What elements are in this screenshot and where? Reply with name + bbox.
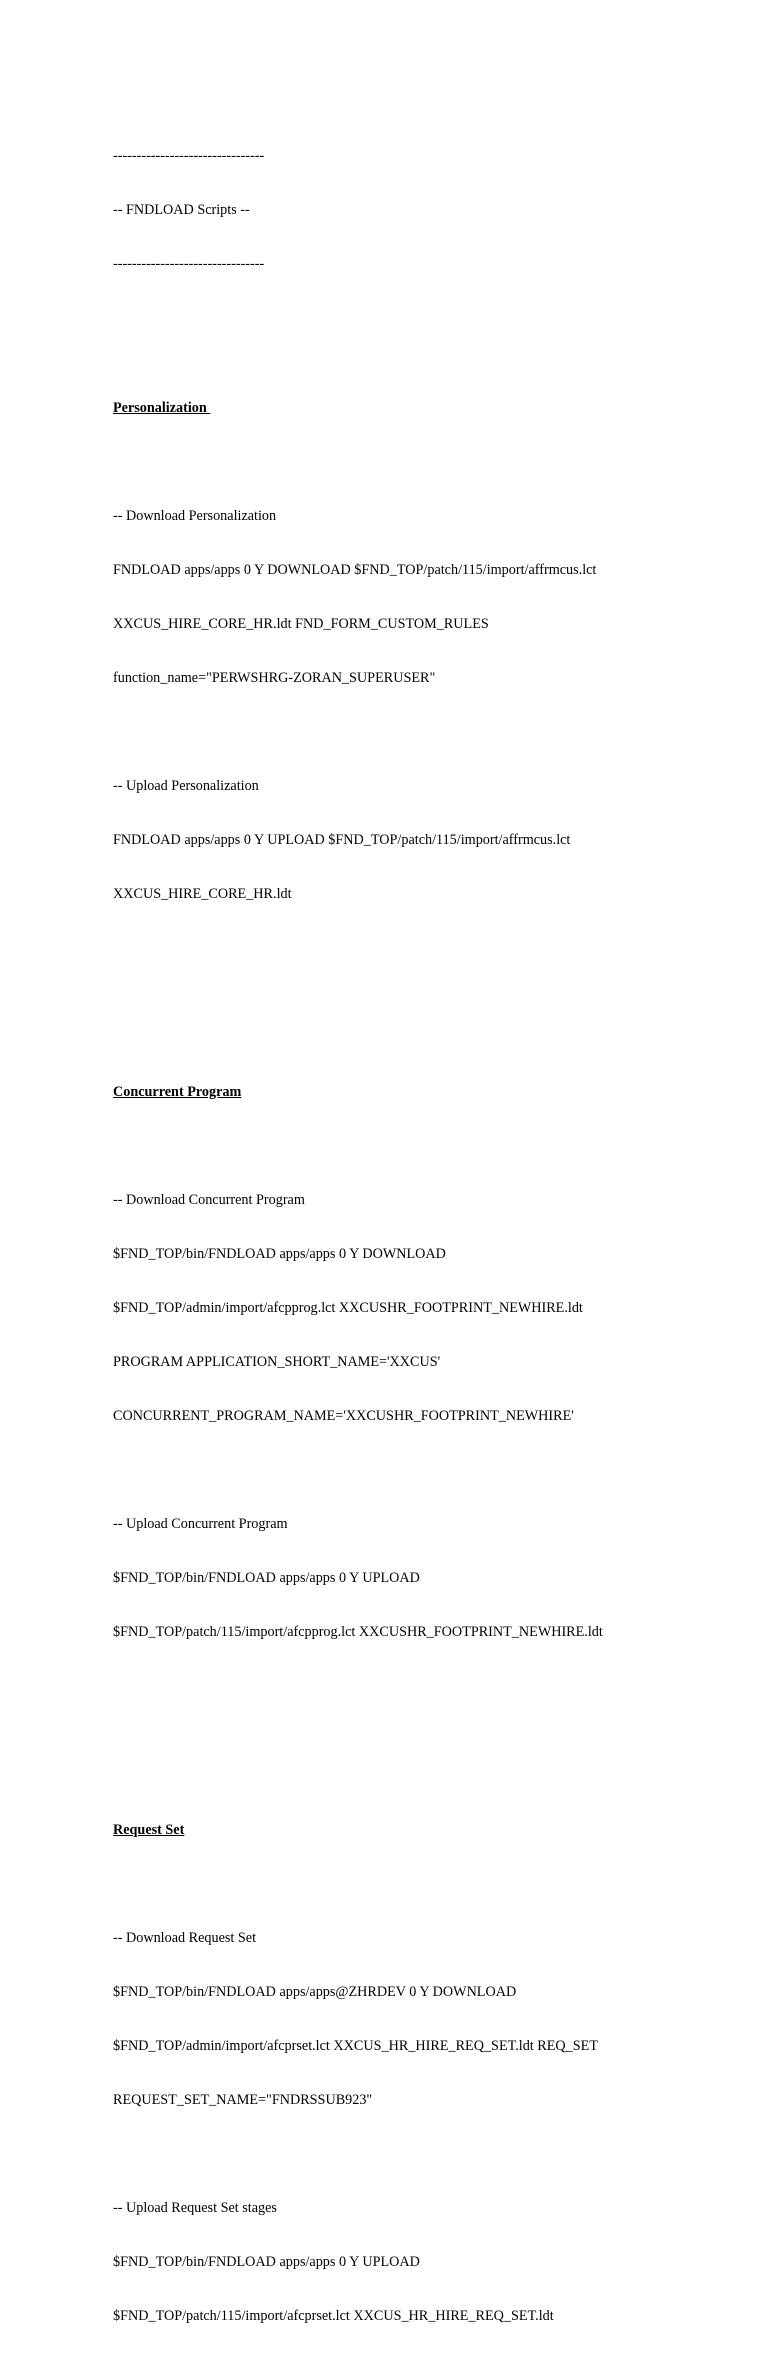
command-line: $FND_TOP/admin/import/afcpprog.lct XXCUSHR_FOOTPRINT_NEWHIRE.ldt <box>113 1300 583 1316</box>
section-heading-concurrent-program: Concurrent Program <box>113 1084 242 1100</box>
spacer <box>113 939 733 957</box>
section-heading-personalization: Personalization <box>113 400 211 416</box>
spacer <box>113 1461 733 1479</box>
comment-line: -- Upload Concurrent Program <box>113 1516 288 1532</box>
spacer <box>113 1875 733 1893</box>
command-line: PROGRAM APPLICATION_SHORT_NAME='XXCUS' <box>113 1354 441 1370</box>
command-line: $FND_TOP/patch/115/import/afcpprog.lct XXCUSHR_FOOTPRINT_NEWHIRE.ldt <box>113 1624 603 1640</box>
command-line: function_name="PERWSHRG-ZORAN_SUPERUSER" <box>113 670 436 686</box>
spacer <box>113 1731 733 1749</box>
command-line: $FND_TOP/patch/115/import/afcprset.lct XXCUS_HR_HIRE_REQ_SET.ldt <box>113 2308 554 2324</box>
command-line: XXCUS_HIRE_CORE_HR.ldt FND_FORM_CUSTOM_RULES <box>113 616 489 632</box>
comment-line: -- Upload Request Set stages <box>113 2200 277 2216</box>
command-line: $FND_TOP/admin/import/afcprset.lct XXCUS_HR_HIRE_REQ_SET.ldt REQ_SET <box>113 2038 598 2054</box>
spacer <box>113 1677 733 1695</box>
command-line: FNDLOAD apps/apps 0 Y DOWNLOAD $FND_TOP/patch/115/import/affrmcus.lct <box>113 562 597 578</box>
banner-rule-top: -------------------------------- <box>113 148 265 164</box>
command-line: $FND_TOP/bin/FNDLOAD apps/apps 0 Y UPLOAD <box>113 1570 420 1586</box>
spacer <box>113 309 733 327</box>
spacer <box>113 1137 733 1155</box>
spacer <box>113 723 733 741</box>
comment-line: -- Download Concurrent Program <box>113 1192 305 1208</box>
comment-line: -- Download Request Set <box>113 1930 257 1946</box>
command-line: REQUEST_SET_NAME="FNDRSSUB923" <box>113 2092 373 2108</box>
section-heading-request-set: Request Set <box>113 1822 185 1838</box>
banner-rule-bottom: -------------------------------- <box>113 256 265 272</box>
spacer <box>113 453 733 471</box>
spacer <box>113 2145 733 2163</box>
command-line: $FND_TOP/bin/FNDLOAD apps/apps 0 Y UPLOAD <box>113 2254 420 2270</box>
command-line: $FND_TOP/bin/FNDLOAD apps/apps 0 Y DOWNLOAD <box>113 1246 446 1262</box>
command-line: XXCUS_HIRE_CORE_HR.ldt <box>113 886 292 902</box>
command-line: $FND_TOP/bin/FNDLOAD apps/apps@ZHRDEV 0 Y DOWNLOAD <box>113 1984 517 2000</box>
document-body <box>113 93 733 2379</box>
comment-line: -- Upload Personalization <box>113 778 259 794</box>
spacer <box>113 993 733 1011</box>
comment-line: -- Download Personalization <box>113 508 277 524</box>
banner-title: -- FNDLOAD Scripts -- <box>113 202 250 218</box>
command-line: FNDLOAD apps/apps 0 Y UPLOAD $FND_TOP/patch/115/import/affrmcus.lct <box>113 832 571 848</box>
command-line: CONCURRENT_PROGRAM_NAME='XXCUSHR_FOOTPRINT_NEWHIRE' <box>113 1408 574 1424</box>
